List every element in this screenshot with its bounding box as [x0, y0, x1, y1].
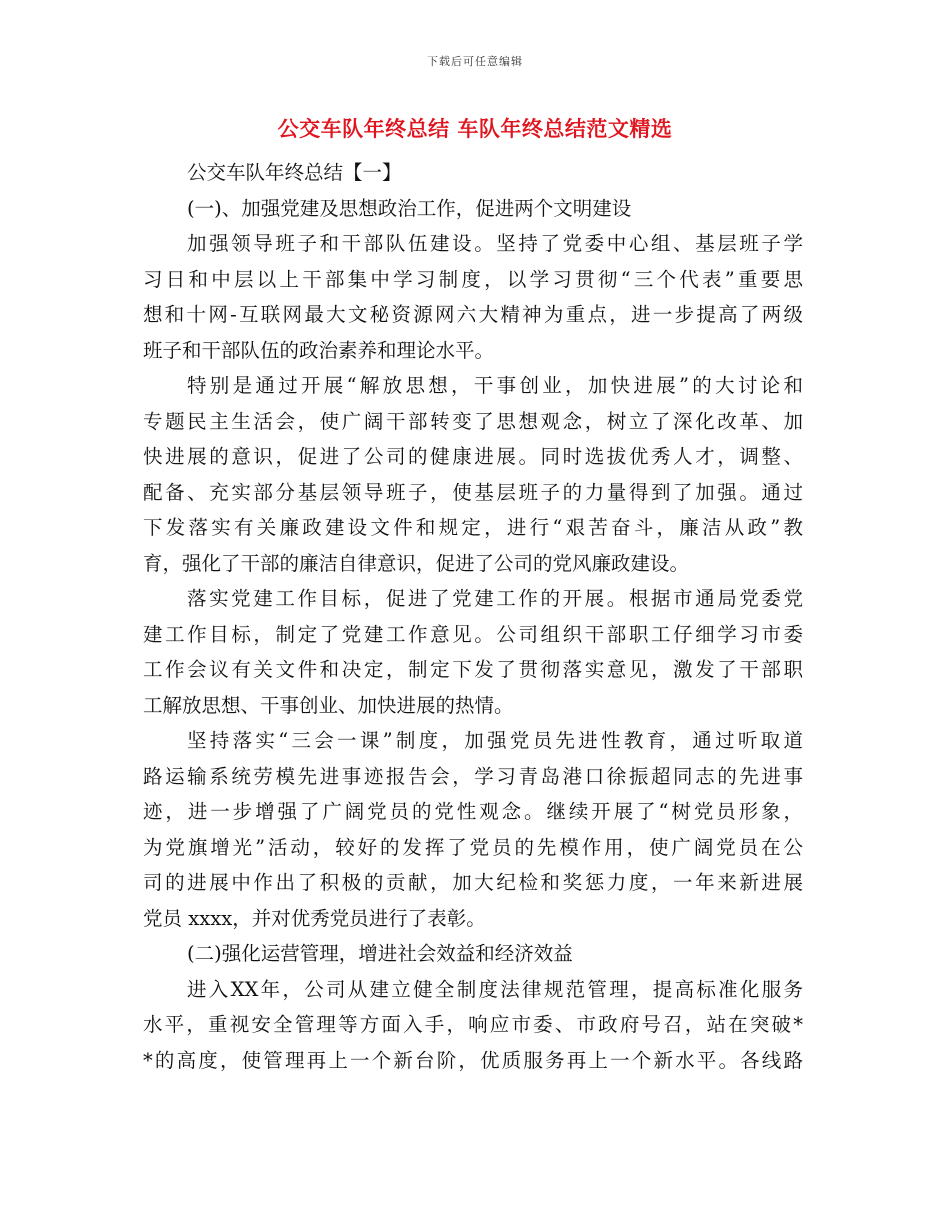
body-text-line: 建工作目标，制定了党建工作意见。公司组织干部职工仔细学习市委	[143, 622, 803, 646]
body-text-line: 工作会议有关文件和决定，制定下发了贯彻落实意见，激发了干部职	[143, 658, 803, 681]
document-body	[143, 155, 803, 1078]
body-text-line: 落实党建工作目标，促进了党建工作的开展。根据市通局党委党	[187, 587, 803, 610]
body-text-line: 党员 xxxx，并对优秀党员进行了表彰。	[143, 906, 486, 930]
body-text-line: (一)、加强党建及思想政治工作，促进两个文明建设	[187, 196, 632, 220]
body-text-line: 下发落实有关廉政建设文件和规定，进行“艰苦奋斗，廉洁从政”教	[143, 516, 803, 539]
body-text-line: (二)强化运营管理，增进社会效益和经济效益	[187, 942, 573, 965]
header-note: 下载后可任意编辑	[427, 55, 523, 68]
body-text-line: 习日和中层以上干部集中学习制度，以学习贯彻“三个代表”重要思	[143, 267, 803, 291]
body-text-line: 育，强化了干部的廉洁自律意识，促进了公司的党风廉政建设。	[143, 551, 690, 575]
body-text-line: 水平，重视安全管理等方面入手，响应市委、市政府号召，站在突破*	[143, 1013, 803, 1036]
body-text-line: 迹，进一步增强了广阔党员的党性观念。继续开展了“树党员形象，	[143, 800, 803, 823]
body-text-line: 快进展的意识，促进了公司的健康进展。同时选拔优秀人才，调整、	[143, 445, 803, 468]
body-text-line: 进入XX年，公司从建立健全制度法律规范管理，提高标准化服务	[187, 977, 803, 1001]
body-text-line: 为党旗增光”活动，较好的发挥了党员的先模作用，使广阔党员在公	[143, 835, 803, 859]
document-title: 公交车队年终总结 车队年终总结范文精选	[277, 117, 673, 141]
body-text-line: 坚持落实“三会一课”制度，加强党员先进性教育，通过听取道	[187, 729, 803, 752]
body-text-line: 工解放思想、干事创业、加快进展的热情。	[143, 693, 514, 717]
body-text-line: 想和十网-互联网最大文秘资源网六大精神为重点，进一步提高了两级	[143, 303, 803, 326]
body-text-line: 路运输系统劳模先进事迹报告会，学习青岛港口徐振超同志的先进事	[143, 764, 803, 788]
body-text-line: 司的进展中作出了积极的贡献，加大纪检和奖惩力度，一年来新进展	[143, 871, 803, 894]
body-text-line: 公交车队年终总结【一】	[187, 161, 402, 184]
body-text-line: 配备、充实部分基层领导班子，使基层班子的力量得到了加强。通过	[143, 480, 803, 504]
body-text-line: 加强领导班子和干部队伍建设。坚持了党委中心组、基层班子学	[187, 232, 803, 255]
body-text-line: 班子和干部队伍的政治素养和理论水平。	[143, 338, 495, 362]
body-text-line: *的高度，使管理再上一个新台阶，优质服务再上一个新水平。各线路	[143, 1048, 803, 1072]
body-text-line: 特别是通过开展“解放思想，干事创业，加快进展”的大讨论和	[187, 374, 803, 397]
body-text-line: 专题民主生活会，使广阔干部转变了思想观念，树立了深化改革、加	[143, 409, 803, 433]
